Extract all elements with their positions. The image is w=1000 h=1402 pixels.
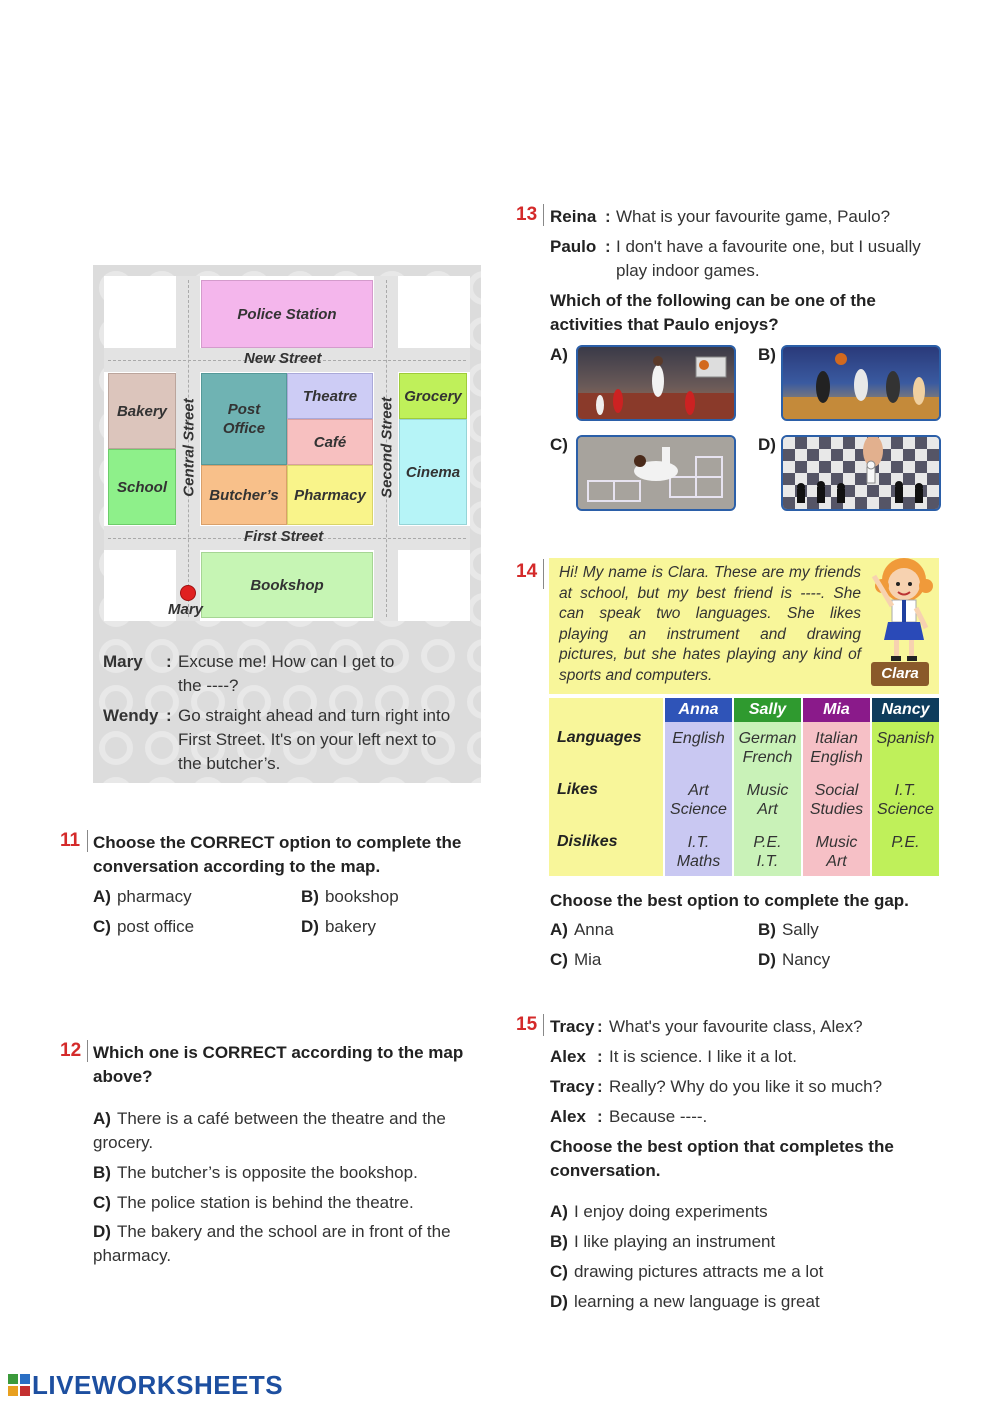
bakery-building: Bakery	[108, 373, 176, 449]
mary-marker-label: Mary	[168, 601, 204, 618]
option-letter: C)	[550, 1262, 568, 1281]
cinema-building: Cinema	[399, 419, 467, 525]
tracy-name: Tracy	[550, 1077, 595, 1096]
table-cell	[803, 781, 870, 819]
cell-line: Spanish	[876, 730, 935, 747]
table-cell	[734, 781, 801, 819]
option-letter: B)	[758, 920, 776, 939]
table-cell	[872, 729, 939, 748]
chess-photo[interactable]	[781, 435, 941, 511]
wendy-line-2: First Street. It's on your left next to	[178, 730, 437, 749]
cell-line: Social	[814, 782, 859, 799]
mary-speaker	[103, 650, 143, 674]
hopscotch-icon	[578, 437, 734, 509]
q15-option-d[interactable]	[550, 1290, 820, 1314]
new-street-label: New Street	[244, 350, 322, 367]
q15-prompt-line-1: Choose the best option that completes the	[550, 1137, 894, 1156]
option-letter: C)	[93, 1193, 111, 1212]
cell-line: German	[738, 730, 797, 747]
post-office-building	[201, 373, 287, 465]
cell-line: Maths	[676, 853, 721, 870]
pharmacy-building: Pharmacy	[287, 465, 373, 525]
q11-option-a[interactable]	[93, 885, 192, 909]
cell-line: English	[810, 749, 863, 766]
q11-prompt-line-2: conversation according to the map.	[93, 857, 381, 876]
school-building: School	[108, 449, 176, 525]
mary-location-marker	[180, 585, 196, 601]
colon: :	[166, 652, 172, 671]
colon: :	[605, 237, 611, 256]
option-letter: A)	[550, 1202, 568, 1221]
table-cell	[665, 781, 732, 819]
logo-text: LIVEWORKSHEETS	[32, 1369, 284, 1400]
option-text: Anna	[573, 920, 614, 939]
mary-name: Mary	[103, 652, 143, 671]
colon: :	[605, 207, 611, 226]
q12-prompt-line-2: above?	[93, 1067, 153, 1086]
clara-name-tag: Clara	[871, 662, 929, 686]
logo-grid-icon	[8, 1374, 30, 1396]
q14-option-b[interactable]	[758, 918, 819, 942]
option-letter: B)	[550, 1232, 568, 1251]
q14-option-d[interactable]	[758, 948, 830, 972]
cell-line: Art	[688, 782, 709, 799]
mary-line-1: Excuse me! How can I get to	[178, 652, 395, 671]
clara-text-line: sports and computers.	[559, 666, 713, 684]
chess-icon	[783, 437, 939, 509]
post-office-label: Post	[227, 401, 261, 418]
question-number-15: 15	[516, 1014, 538, 1035]
table-header-anna: Anna	[665, 698, 732, 722]
alex-line-2: Because ----.	[609, 1107, 708, 1126]
table-header-nancy: Nancy	[872, 698, 939, 722]
option-text: The police station is behind the theatre.	[116, 1193, 414, 1212]
colon: :	[597, 1077, 603, 1096]
cell-line: Art	[826, 853, 847, 870]
clara-text-line: pictures, but she hates playing any kind of	[559, 646, 861, 663]
option-text: bookshop	[324, 887, 399, 906]
cell-line: I.T.	[687, 834, 710, 851]
mary-line-2: the ----?	[178, 676, 239, 695]
clara-paragraph	[559, 563, 861, 686]
clara-text-line: playing an instrument and drawing	[559, 625, 861, 643]
alex-line-1: It is science. I like it a lot.	[609, 1047, 798, 1066]
option-text: Sally	[781, 920, 819, 939]
option-text: drawing pictures attracts me a lot	[573, 1262, 824, 1281]
option-letter: D)	[758, 950, 776, 969]
option-text: Nancy	[781, 950, 831, 969]
tracy-line-1: What's your favourite class, Alex?	[609, 1017, 863, 1036]
colon: :	[597, 1107, 603, 1126]
question-divider	[87, 1040, 88, 1062]
q12-option-d[interactable]	[93, 1220, 485, 1244]
wendy-name: Wendy	[103, 706, 159, 725]
question-divider	[543, 204, 544, 226]
q13-prompt-line-1: Which of the following can be one of the	[550, 291, 876, 310]
q14-option-c[interactable]	[550, 948, 601, 972]
basketball-icon	[578, 347, 734, 419]
team-sport-icon	[783, 347, 939, 419]
option-text: The bakery and the school are in front of the	[116, 1222, 451, 1241]
q12-option-a-cont: grocery.	[93, 1133, 154, 1152]
table-cell	[734, 729, 801, 767]
option-text: I enjoy doing experiments	[573, 1202, 768, 1221]
option-text: bakery	[324, 917, 376, 936]
tracy-line-2: Really? Why do you like it so much?	[609, 1077, 883, 1096]
post-office-label: Office	[222, 420, 266, 437]
first-street-label: First Street	[244, 528, 324, 545]
option-letter: D)	[550, 1292, 568, 1311]
cell-line: Italian	[815, 730, 858, 747]
question-divider	[543, 559, 544, 589]
option-letter: D)	[93, 1222, 111, 1241]
colon: :	[597, 1047, 603, 1066]
option-text: Mia	[573, 950, 602, 969]
cell-line: Studies	[809, 801, 864, 818]
basketball-photo[interactable]	[576, 345, 736, 421]
q12-option-d-cont: pharmacy.	[93, 1246, 172, 1265]
table-header-mia: Mia	[803, 698, 870, 722]
central-street-label: Central Street	[180, 398, 198, 497]
question-number-13: 13	[516, 204, 538, 225]
police-station-building: Police Station	[201, 280, 373, 348]
cell-line: French	[742, 749, 793, 766]
cell-line: English	[672, 730, 725, 747]
option-letter: B)	[301, 887, 319, 906]
paulo-line-1: I don't have a favourite one, but I usually	[616, 237, 921, 256]
option-letter: A)	[93, 887, 111, 906]
wendy-line-1: Go straight ahead and turn right into	[178, 706, 451, 725]
cell-line: Music	[815, 834, 858, 851]
option-letter: C)	[550, 950, 568, 969]
clara-text-line: Hi! My name is Clara. These are my friends	[559, 564, 861, 581]
theatre-building: Theatre	[287, 373, 373, 419]
cell-line: Art	[757, 801, 778, 818]
paulo-name: Paulo	[550, 237, 597, 256]
cell-line: P.E.	[891, 834, 920, 851]
table-cell	[734, 833, 801, 871]
butchers-building: Butcher’s	[201, 465, 287, 525]
reina-name: Reina	[550, 207, 597, 226]
grocery-building: Grocery	[399, 373, 467, 419]
question-divider	[543, 1014, 544, 1036]
q12-option-a[interactable]	[93, 1107, 483, 1131]
street-map	[104, 276, 470, 621]
q13-option-a-letter: A)	[550, 345, 568, 364]
q12-prompt-line-1: Which one is CORRECT according to the map	[93, 1043, 464, 1062]
wendy-line-3: the butcher’s.	[178, 754, 281, 773]
question-divider	[87, 830, 88, 852]
q13-prompt-line-2: activities that Paulo enjoys?	[550, 315, 779, 334]
q13-option-c-letter: C)	[550, 435, 568, 454]
row-label-likes: Likes	[557, 781, 598, 798]
alex-name: Alex	[550, 1107, 586, 1126]
option-letter: C)	[93, 917, 111, 936]
q15-option-b[interactable]	[550, 1230, 775, 1254]
question-number-12: 12	[60, 1040, 82, 1061]
option-text: pharmacy	[116, 887, 192, 906]
cell-line: Science	[670, 801, 727, 818]
option-text: learning a new language is great	[573, 1292, 820, 1311]
option-text: There is a café between the theatre and the	[116, 1109, 446, 1128]
question-number-11: 11	[60, 830, 81, 851]
alex-name: Alex	[550, 1047, 586, 1066]
q11-prompt-line-1: Choose the CORRECT option to complete the	[93, 833, 462, 852]
q15-prompt-line-2: conversation.	[550, 1161, 661, 1180]
q12-option-b[interactable]	[93, 1161, 418, 1185]
hopscotch-photo[interactable]	[576, 435, 736, 511]
cell-line: I.T.	[894, 782, 917, 799]
q15-option-a[interactable]	[550, 1200, 768, 1224]
second-street-label: Second Street	[378, 397, 396, 498]
liveworksheets-logo[interactable]	[8, 1369, 284, 1400]
q11-option-d[interactable]	[301, 915, 376, 939]
table-cell	[872, 833, 939, 852]
question-number-14: 14	[516, 561, 538, 582]
option-text: post office	[116, 917, 195, 936]
table-cell	[872, 781, 939, 819]
table-cell	[665, 833, 732, 871]
q11-option-b[interactable]	[301, 885, 399, 909]
basketball-group-photo[interactable]	[781, 345, 941, 421]
cell-line: Music	[746, 782, 789, 799]
cell-line: Science	[877, 801, 934, 818]
row-label-languages: Languages	[557, 729, 642, 746]
paulo-line-2: play indoor games.	[616, 261, 760, 280]
q14-prompt: Choose the best option to complete the gap.	[550, 891, 909, 910]
option-letter: A)	[550, 920, 568, 939]
colon: :	[166, 706, 172, 725]
cell-line: P.E.	[753, 834, 782, 851]
q12-option-c[interactable]	[93, 1191, 414, 1215]
clara-text-line: at school, but my best friend is ----. She	[559, 584, 861, 602]
option-text: I like playing an instrument	[573, 1232, 776, 1251]
option-letter: B)	[93, 1163, 111, 1182]
row-label-dislikes: Dislikes	[557, 833, 618, 850]
option-letter: A)	[93, 1109, 111, 1128]
table-cell	[803, 833, 870, 871]
option-letter: D)	[301, 917, 319, 936]
table-header-sally: Sally	[734, 698, 801, 722]
q13-option-d-letter: D)	[758, 435, 776, 454]
colon: :	[597, 1017, 603, 1036]
bookshop-building: Bookshop	[201, 552, 373, 618]
table-cell	[803, 729, 870, 767]
q14-option-a[interactable]	[550, 918, 614, 942]
reina-line: What is your favourite game, Paulo?	[616, 207, 891, 226]
clara-text-line: can speak two languages. She likes	[559, 605, 861, 622]
cafe-building: Café	[287, 419, 373, 465]
tracy-name: Tracy	[550, 1017, 595, 1036]
q13-option-b-letter: B)	[758, 345, 776, 364]
cell-line: I.T.	[756, 853, 779, 870]
q11-option-c[interactable]	[93, 915, 194, 939]
table-cell	[665, 729, 732, 748]
q15-option-c[interactable]	[550, 1260, 823, 1284]
option-text: The butcher’s is opposite the bookshop.	[116, 1163, 418, 1182]
